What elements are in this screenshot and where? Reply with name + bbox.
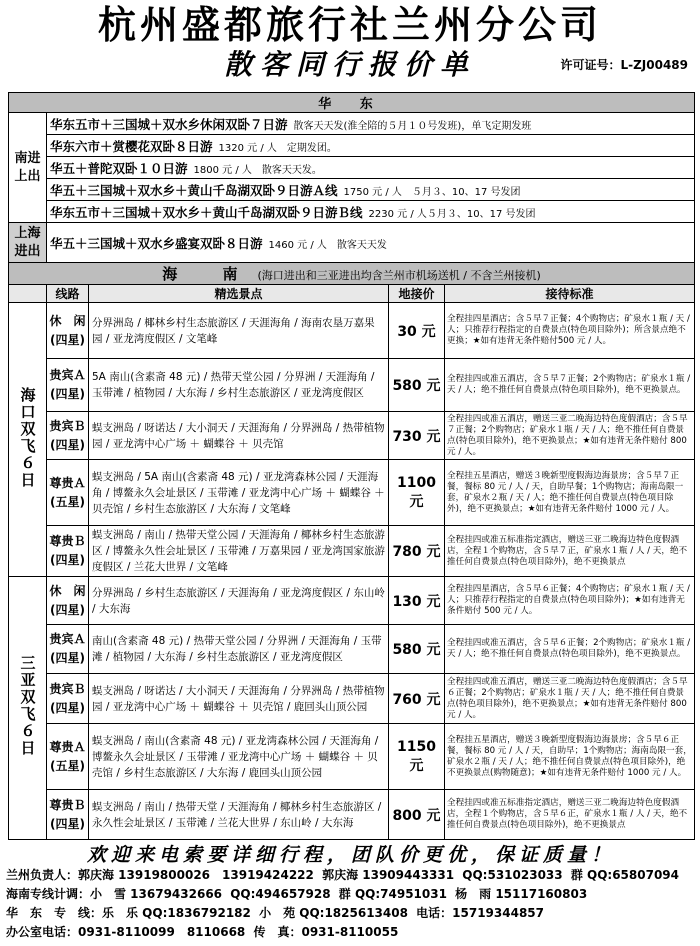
header-spots: 精选景点 xyxy=(89,285,389,303)
standard-cell: 全程挂四或准五标准指定酒店，赠送三亚二晚海边特色度假酒店，全程１个购物店，含５早６正，矿泉水１瓶 / 人 / 天，绝不推任何自费景点(特色项目除外)，绝不更换景点 xyxy=(445,790,695,840)
standard-cell: 全程挂四或准五酒店，赠送三亚二晚海边特色度假酒店；含５早６正餐；2个购物店；矿泉水１瓶 / 天 / 人；绝不推任何自费景点(特色项目除外)，绝不更换景点；★如有违背无条件赔付 800 元 / 人。 xyxy=(445,674,695,724)
route-note: 1800 元 / 人 散客天天发。 xyxy=(193,164,322,176)
contact-item: 小 苑 QQ:1825613408 xyxy=(259,906,408,920)
huadong-side-label: 上海进出 xyxy=(9,223,47,263)
price-cell: 780 元 xyxy=(389,526,445,577)
contact-row xyxy=(6,866,696,885)
table-row xyxy=(9,359,695,412)
route-name: 华东五市＋三国城＋双水乡＋黄山千岛湖双卧９日游Ｂ线 xyxy=(50,204,363,220)
header-standard: 接待标准 xyxy=(445,285,695,303)
header-price: 地接价 xyxy=(389,285,445,303)
table-row xyxy=(9,790,695,840)
contact-item: 华 东 专 线：乐 乐 QQ:1836792182 xyxy=(6,906,251,920)
line-name: 尊贵Ｂ (四星) xyxy=(47,526,89,577)
contact-item: 群 QQ:65807094 xyxy=(570,868,680,882)
price-cell: 1150 元 xyxy=(389,724,445,790)
sanya-side-label: 三亚双飞６日 xyxy=(9,577,47,840)
line-name: 贵宾Ａ (四星) xyxy=(47,359,89,412)
huadong-row xyxy=(9,135,695,157)
price-cell: 130 元 xyxy=(389,577,445,625)
route-note: 2230 元 / 人５月３、10、17 号发团 xyxy=(368,208,536,220)
standard-cell: 全程挂四或准五标准指定酒店，赠送三亚二晚海边特色度假酒店，全程１个购物店，含５早７正，矿泉水１瓶 / 人 / 天，绝不推任何自费景点(特色项目除外)，绝不更换景点 xyxy=(445,526,695,577)
spots-cell: 蜈支洲岛 / 5A 南山(含素斋 48 元) / 亚龙湾森林公园 / 天涯海角 / 博鳌永久会址景区 / 玉带滩 / 亚龙湾中心广场 ＋ 蝴蝶谷 ＋ 贝壳馆 / 乡村生态旅游区 / 大东海 / 文笔峰 xyxy=(89,460,389,526)
standard-cell: 全程挂五星酒店，赠送３晚新型度假海边海景房；含５早６正餐，餐标 80 元 / 人 / 天，自助早；1个购物店；海南岛限一套，矿泉水２瓶 / 天 / 人；绝不推任何自费景点(特色项目除外)，绝不更换景点(购物随意)；★如有违背无条件赔付 1000 元 / 人。 xyxy=(445,724,695,790)
route-note: 1750 元 / 人 ５月３、10、17 号发团 xyxy=(343,186,521,198)
huadong-row xyxy=(9,113,695,135)
contact-item: 海南专线计调：小 雪 13679432666 xyxy=(6,887,223,901)
table-row xyxy=(9,724,695,790)
route-note: 散客天天发(淮全陪的５月１０号发班)，单飞定期发班 xyxy=(293,120,532,132)
contact-item: QQ:494657928 xyxy=(230,887,331,901)
header-empty xyxy=(9,285,47,303)
huadong-row xyxy=(9,201,695,223)
huadong-region-bar: 华 东 xyxy=(9,93,695,113)
license-number: 许可证号：L-ZJ00489 xyxy=(560,58,688,72)
line-name: 尊贵Ｂ (四星) xyxy=(47,790,89,840)
route-line xyxy=(47,113,695,135)
contact-row xyxy=(6,885,696,904)
huadong-side-label: 南进上出 xyxy=(9,113,47,223)
standard-cell: 全程挂五星酒店，赠送３晚新型度假海边海景房；含５早７正餐，餐标 80 元 / 人 / 天，自助早餐；1个购物店；海南岛限一套，矿泉水２瓶 / 天 / 人；绝不推任何自费景点(特色项目除外)，绝不更换景点；★如有违背无条件赔付 1000 元 / 人。 xyxy=(445,460,695,526)
contact-item: 群 QQ:74951031 xyxy=(338,887,447,901)
line-name: 尊贵Ａ (五星) xyxy=(47,460,89,526)
route-line xyxy=(47,135,695,157)
contact-item: 杨 雨 15117160803 xyxy=(455,887,588,901)
hainan-region-bar xyxy=(9,263,695,285)
sheet-subtitle: 散客同行报价单 xyxy=(223,48,476,81)
price-table xyxy=(8,92,695,840)
price-cell: 760 元 xyxy=(389,674,445,724)
route-line xyxy=(47,179,695,201)
huadong-row xyxy=(9,223,695,263)
contact-row xyxy=(6,923,696,942)
price-cell: 580 元 xyxy=(389,359,445,412)
spots-cell: 蜈支洲岛 / 呀诺达 / 大小洞天 / 天涯海角 / 分界洲岛 / 热带植物园 / 亚龙湾中心广场 ＋ 蝴蝶谷 ＋ 贝壳馆 xyxy=(89,412,389,460)
table-row xyxy=(9,412,695,460)
route-name: 华东五市＋三国城＋双水乡休闲双卧７日游 xyxy=(50,116,288,132)
route-note: 1460 元 / 人 散客天天发 xyxy=(268,239,387,251)
slogan: 欢迎来电索要详细行程，团队价更优，保证质量！ xyxy=(86,844,615,866)
standard-cell: 全程挂四星酒店，含５早６正餐；4个购物店；矿泉水１瓶 / 天 / 人；只推荐行程指定的自费景点(特色项目除外)；★如有违背无条件赔付 500 元 / 人。 xyxy=(445,577,695,625)
price-cell: 730 元 xyxy=(389,412,445,460)
line-name: 休 闲 (四星) xyxy=(47,303,89,359)
huadong-row xyxy=(9,157,695,179)
contact-block xyxy=(6,866,696,942)
standard-cell: 全程挂四或准五酒店，赠送三亚二晚海边特色度假酒店；含５早７正餐；2个购物店；矿泉水１瓶 / 天 / 人；绝不推任何自费景点(特色项目除外)，绝不更换景点；★如有违背无条件赔付 800 元 / 人。 xyxy=(445,412,695,460)
price-cell: 800 元 xyxy=(389,790,445,840)
table-row xyxy=(9,460,695,526)
price-cell: 1100 元 xyxy=(389,460,445,526)
contact-item: 兰州负责人：郭庆海 13919800026 13919424222 xyxy=(6,868,314,882)
huadong-row xyxy=(9,179,695,201)
table-header-row xyxy=(9,285,695,303)
line-name: 尊贵Ａ (五星) xyxy=(47,724,89,790)
price-cell: 30 元 xyxy=(389,303,445,359)
hainan-note: (海口进出和三亚进出均含兰州市机场送机 / 不含兰州接机) xyxy=(257,269,541,282)
spots-cell: 分界洲岛 / 乡村生态旅游区 / 天涯海角 / 亚龙湾度假区 / 东山岭 / 大东海 xyxy=(89,577,389,625)
spots-cell: 蜈支洲岛 / 呀诺达 / 大小洞天 / 天涯海角 / 分界洲岛 / 热带植物园 / 亚龙湾中心广场 ＋ 蝴蝶谷 ＋ 贝壳馆 / 鹿回头山顶公园 xyxy=(89,674,389,724)
hainan-title: 海 南 xyxy=(162,265,258,283)
route-name: 华东六市＋赏樱花双卧８日游 xyxy=(50,138,213,154)
line-name: 贵宾Ｂ (四星) xyxy=(47,412,89,460)
haikou-side-label: 海口双飞６日 xyxy=(9,303,47,577)
contact-item: 郭庆海 13909443331 xyxy=(322,868,455,882)
contact-item: 电话：15719344857 xyxy=(416,906,545,920)
route-name: 华五＋三国城＋双水乡盛宴双卧８日游 xyxy=(50,235,263,251)
company-title: 杭州盛都旅行社兰州分公司 xyxy=(97,3,602,47)
spots-cell: 蜈支洲岛 / 南山 / 热带天堂公园 / 天涯海角 / 椰林乡村生态旅游区 / 博鳌永久性会址景区 / 玉带滩 / 万嘉果园 / 亚龙湾国家旅游度假区 / 兰花大世界 / 文笔峰 xyxy=(89,526,389,577)
table-row xyxy=(9,577,695,625)
line-name: 贵宾Ａ (四星) xyxy=(47,625,89,674)
standard-cell: 全程挂四或准五酒店，含５早７正餐；2个购物店；矿泉水１瓶 / 天 / 人；绝不推任何自费景点(特色项目除外)，绝不更换景点。 xyxy=(445,359,695,412)
spots-cell: 蜈支洲岛 / 南山 / 热带天堂 / 天涯海角 / 椰林乡村生态旅游区 / 永久性会址景区 / 玉带滩 / 兰花大世界 / 东山岭 / 大东海 xyxy=(89,790,389,840)
route-name: 华五＋三国城＋双水乡＋黄山千岛湖双卧９日游Ａ线 xyxy=(50,182,338,198)
contact-item: 传 真：0931-8110055 xyxy=(253,925,399,939)
contact-item: QQ:531023033 xyxy=(462,868,563,882)
standard-cell: 全程挂四星酒店；含５早７正餐；4个购物店；矿泉水１瓶 / 天 / 人；只推荐行程指定的自费景点(特色项目除外)；所含景点绝不更换；★如有违背无条件赔付500 元 / 人。 xyxy=(445,303,695,359)
route-name: 华五＋普陀双卧１０日游 xyxy=(50,160,188,176)
spots-cell: 5A 南山(含素斋 48 元) / 热带天堂公园 / 分界洲 / 天涯海角 / 玉带滩 / 植物园 / 大东海 / 乡村生态旅游区 / 亚龙湾度假区 xyxy=(89,359,389,412)
route-line xyxy=(47,223,695,263)
table-row xyxy=(9,625,695,674)
header-line: 线路 xyxy=(47,285,89,303)
table-row xyxy=(9,674,695,724)
route-note: 1320 元 / 人 定期发团。 xyxy=(218,142,337,154)
contact-row xyxy=(6,904,696,923)
line-name: 休 闲 (四星) xyxy=(47,577,89,625)
price-cell: 580 元 xyxy=(389,625,445,674)
spots-cell: 蜈支洲岛 / 南山(含素斋 48 元) / 亚龙湾森林公园 / 天涯海角 / 博鳌永久会址景区 / 玉带滩 / 亚龙湾中心广场 ＋ 蝴蝶谷 ＋ 贝壳馆 / 乡村生态旅游区 / 大东海 / 鹿回头山顶公园 xyxy=(89,724,389,790)
route-line xyxy=(47,201,695,223)
table-row xyxy=(9,303,695,359)
spots-cell: 分界洲岛 / 椰林乡村生态旅游区 / 天涯海角 / 海南农垦万嘉果园 / 亚龙湾度假区 / 文笔峰 xyxy=(89,303,389,359)
route-line xyxy=(47,157,695,179)
line-name: 贵宾Ｂ (四星) xyxy=(47,674,89,724)
contact-item: 办公室电话：0931-8110099 8110668 xyxy=(6,925,246,939)
spots-cell: 南山(含素斋 48 元) / 热带天堂公园 / 分界洲 / 天涯海角 / 玉带滩 / 植物园 / 大东海 / 乡村生态旅游区 / 亚龙湾度假区 xyxy=(89,625,389,674)
standard-cell: 全程挂四或准五酒店，含５早６正餐；2个购物店；矿泉水１瓶 / 天 / 人；绝不推任何自费景点(特色项目除外)，绝不更换景点。 xyxy=(445,625,695,674)
table-row xyxy=(9,526,695,577)
